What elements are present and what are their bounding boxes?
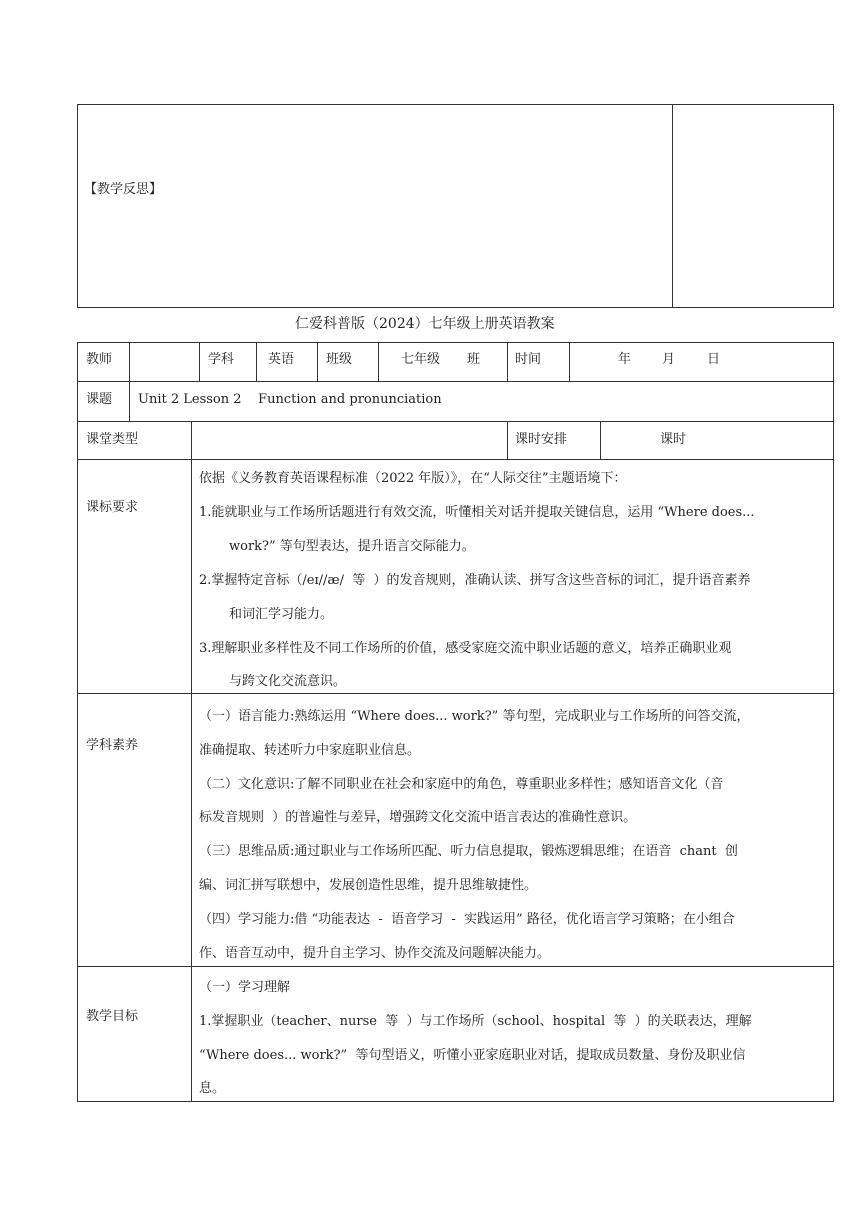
col-divider xyxy=(191,459,192,1102)
objectives-line: （一）学习理解 xyxy=(199,980,291,995)
topic-label: 课题 xyxy=(86,392,113,407)
class-type-label: 课堂类型 xyxy=(86,432,139,447)
literacy-label: 学科素养 xyxy=(86,738,139,753)
objectives-line: 息。 xyxy=(199,1081,226,1096)
teacher-label: 教师 xyxy=(86,352,113,367)
day-label: 日 xyxy=(707,352,721,367)
literacy-line: 准确提取、转述听力中家庭职业信息。 xyxy=(199,743,421,758)
standards-label: 课标要求 xyxy=(86,500,139,515)
standards-line: 3.理解职业多样性及不同工作场所的价值，感受家庭交流中职业话题的意义，培养正确职业观 xyxy=(199,641,732,656)
literacy-line: （三）思维品质:通过职业与工作场所匹配、听力信息提取，锻炼逻辑思维；在语音 chant 创 xyxy=(199,844,738,859)
literacy-line: 标发音规则 ）的普遍性与差异，增强跨文化交流中语言表达的准确性意识。 xyxy=(199,810,637,825)
schedule-label: 课时安排 xyxy=(515,432,568,447)
reflection-label: 【教学反思】 xyxy=(84,182,163,197)
col-divider xyxy=(507,421,508,459)
month-label: 月 xyxy=(662,352,676,367)
col-divider xyxy=(129,381,130,421)
objectives-label: 教学目标 xyxy=(86,1009,139,1024)
literacy-line: 编、词汇拼写联想中，发展创造性思维，提升思维敏捷性。 xyxy=(199,878,538,893)
literacy-line: （四）学习能力:借 “功能表达 - 语音学习 - 实践运用” 路径，优化语言学习策略；在小组合 xyxy=(199,912,735,927)
standards-line: 2.掌握特定音标（/eɪ//æ/ 等 ）的发音规则，准确认读、拼写含这些音标的词汇，提升语音素养 xyxy=(199,573,751,588)
objectives-line: “Where does... work?” 等句型语义，听懂小亚家庭职业对话，提取成员数量、身份及职业信 xyxy=(199,1048,746,1063)
standards-line: 依据《义务教育英语课程标准（2022 年版）》，在“人际交往”主题语境下： xyxy=(199,471,627,486)
standards-line: 与跨文化交流意识。 xyxy=(229,674,347,689)
col-divider xyxy=(191,421,192,459)
col-divider xyxy=(378,342,379,381)
col-divider xyxy=(600,421,601,459)
col-divider xyxy=(317,342,318,381)
reflection-table xyxy=(77,104,834,308)
grade-value: 七年级 xyxy=(401,352,441,367)
year-label: 年 xyxy=(618,352,632,367)
literacy-line: （二）文化意识:了解不同职业在社会和家庭中的角色，尊重职业多样性；感知语音文化（音 xyxy=(199,777,724,792)
col-divider xyxy=(129,342,130,381)
class-suffix: 班 xyxy=(467,352,481,367)
col-divider xyxy=(199,342,200,381)
col-divider xyxy=(507,342,508,381)
literacy-line: 作、语音互动中，提升自主学习、协作交流及问题解决能力。 xyxy=(199,946,551,961)
standards-line: 和词汇学习能力。 xyxy=(229,607,334,622)
standards-line: 1.能就职业与工作场所话题进行有效交流，听懂相关对话并提取关键信息，运用 “Where does... xyxy=(199,505,755,520)
col-divider xyxy=(569,342,570,381)
standards-line: work?” 等句型表达，提升语言交际能力。 xyxy=(229,539,475,554)
literacy-line: （一）语言能力:熟练运用 “Where does... work?” 等句型，完成职业与工作场所的问答交流， xyxy=(199,709,750,724)
doc-title: 仁爱科普版（2024）七年级上册英语教案 xyxy=(295,316,555,332)
col-divider xyxy=(256,342,257,381)
subject-label: 学科 xyxy=(208,352,235,367)
subject-value: 英语 xyxy=(268,352,295,367)
row-divider xyxy=(77,381,834,382)
class-label: 班级 xyxy=(326,352,353,367)
topic-value: Unit 2 Lesson 2 Function and pronunciation xyxy=(138,392,442,407)
time-label: 时间 xyxy=(515,352,542,367)
hours-label: 课时 xyxy=(660,432,687,447)
objectives-line: 1.掌握职业（teacher、nurse 等 ）与工作场所（school、hospital 等 ）的关联表达，理解 xyxy=(199,1014,752,1029)
reflection-divider xyxy=(672,104,673,308)
